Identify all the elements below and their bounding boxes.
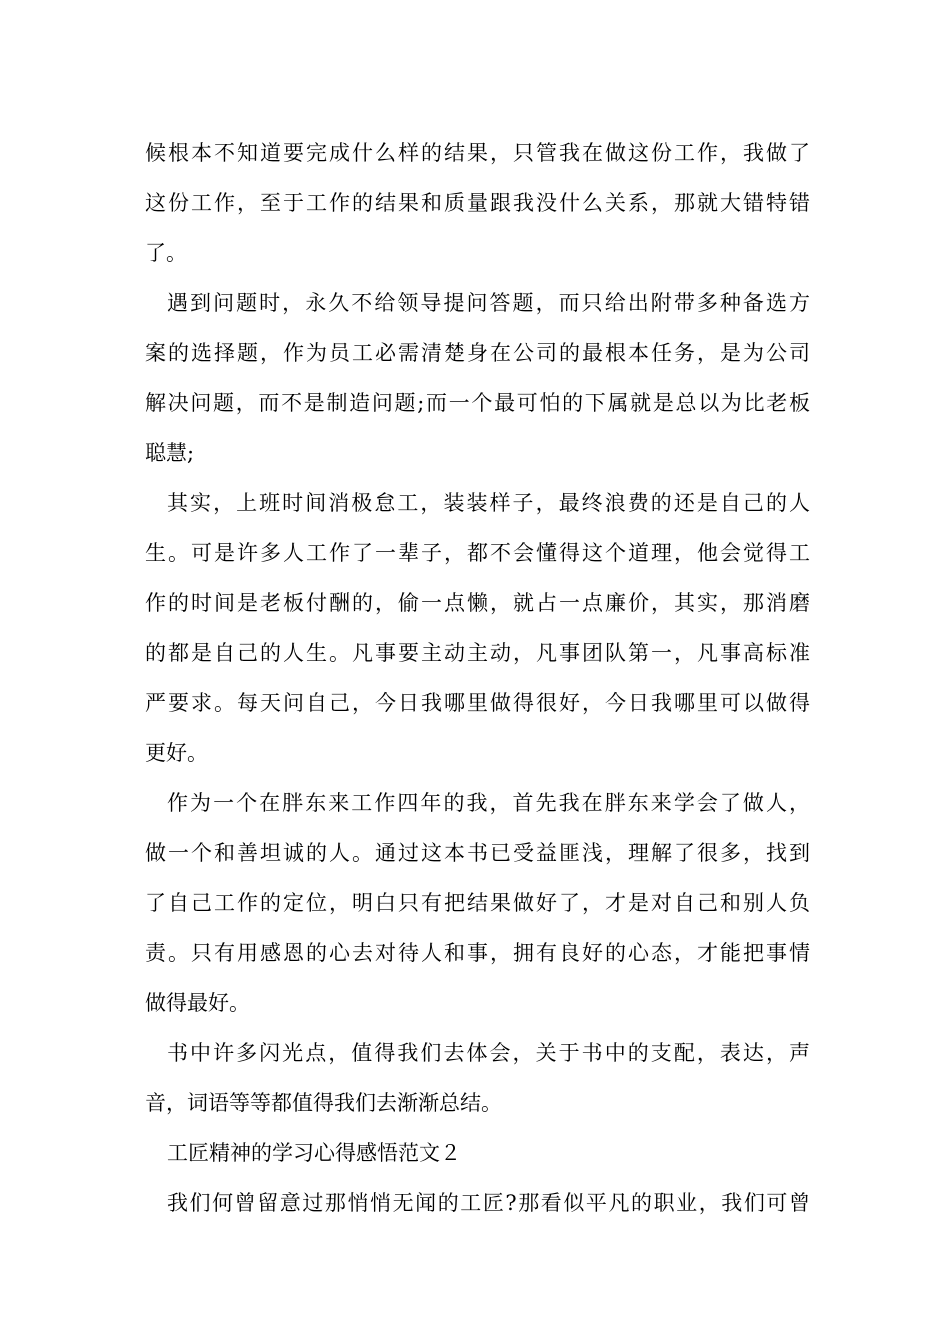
text-line: 做得最好。	[145, 991, 250, 1015]
text-line: 作的时间是老板付酬的，偷一点懒，就占一点廉价，其实，那消磨	[145, 591, 810, 615]
text-line: 更好。	[145, 741, 208, 765]
paragraph-4	[145, 778, 810, 1028]
text-line: 候根本不知道要完成什么样的结果，只管我在做这份工作，我做了	[145, 141, 810, 165]
paragraph-3	[145, 478, 810, 778]
text-line: 音，词语等等都值得我们去渐渐总结。	[145, 1091, 502, 1115]
heading-text: 工匠精神的学习心得感悟范文２	[167, 1141, 461, 1165]
text-line: 做一个和善坦诚的人。通过这本书已受益匪浅，理解了很多，找到	[145, 841, 810, 865]
text-line: 我们何曾留意过那悄悄无闻的工匠?那看似平凡的职业，我们可曾	[167, 1191, 810, 1215]
paragraph-1	[145, 128, 810, 278]
paragraph-6	[145, 1178, 810, 1228]
text-line: 这份工作，至于工作的结果和质量跟我没什么关系，那就大错特错	[145, 191, 810, 215]
text-line: 严要求。每天问自己，今日我哪里做得很好，今日我哪里可以做得	[145, 691, 810, 715]
text-line: 了自己工作的定位，明白只有把结果做好了，才是对自己和别人负	[145, 891, 810, 915]
text-line: 责。只有用感恩的心去对待人和事，拥有良好的心态，才能把事情	[145, 941, 810, 965]
paragraph-2	[145, 278, 810, 478]
text-line: 解决问题，而不是制造问题;而一个最可怕的下属就是总以为比老板	[145, 391, 810, 415]
paragraph-5	[145, 1028, 810, 1128]
text-line: 书中许多闪光点，值得我们去体会，关于书中的支配，表达，声	[167, 1041, 810, 1065]
text-line: 遇到问题时，永久不给领导提问答题，而只给出附带多种备选方	[167, 291, 810, 315]
text-line: 生。可是许多人工作了一辈子，都不会懂得这个道理，他会觉得工	[145, 541, 810, 565]
text-line: 其实，上班时间消极怠工，装装样子，最终浪费的还是自己的人	[167, 491, 810, 515]
text-line: 的都是自己的人生。凡事要主动主动，凡事团队第一，凡事高标准	[145, 641, 810, 665]
section-heading	[145, 1128, 810, 1178]
document-body	[145, 128, 810, 1228]
text-line: 聪慧;	[145, 441, 195, 465]
text-line: 案的选择题，作为员工必需清楚身在公司的最根本任务，是为公司	[145, 341, 810, 365]
text-line: 作为一个在胖东来工作四年的我，首先我在胖东来学会了做人，	[167, 791, 810, 815]
text-line: 了。	[145, 241, 187, 265]
